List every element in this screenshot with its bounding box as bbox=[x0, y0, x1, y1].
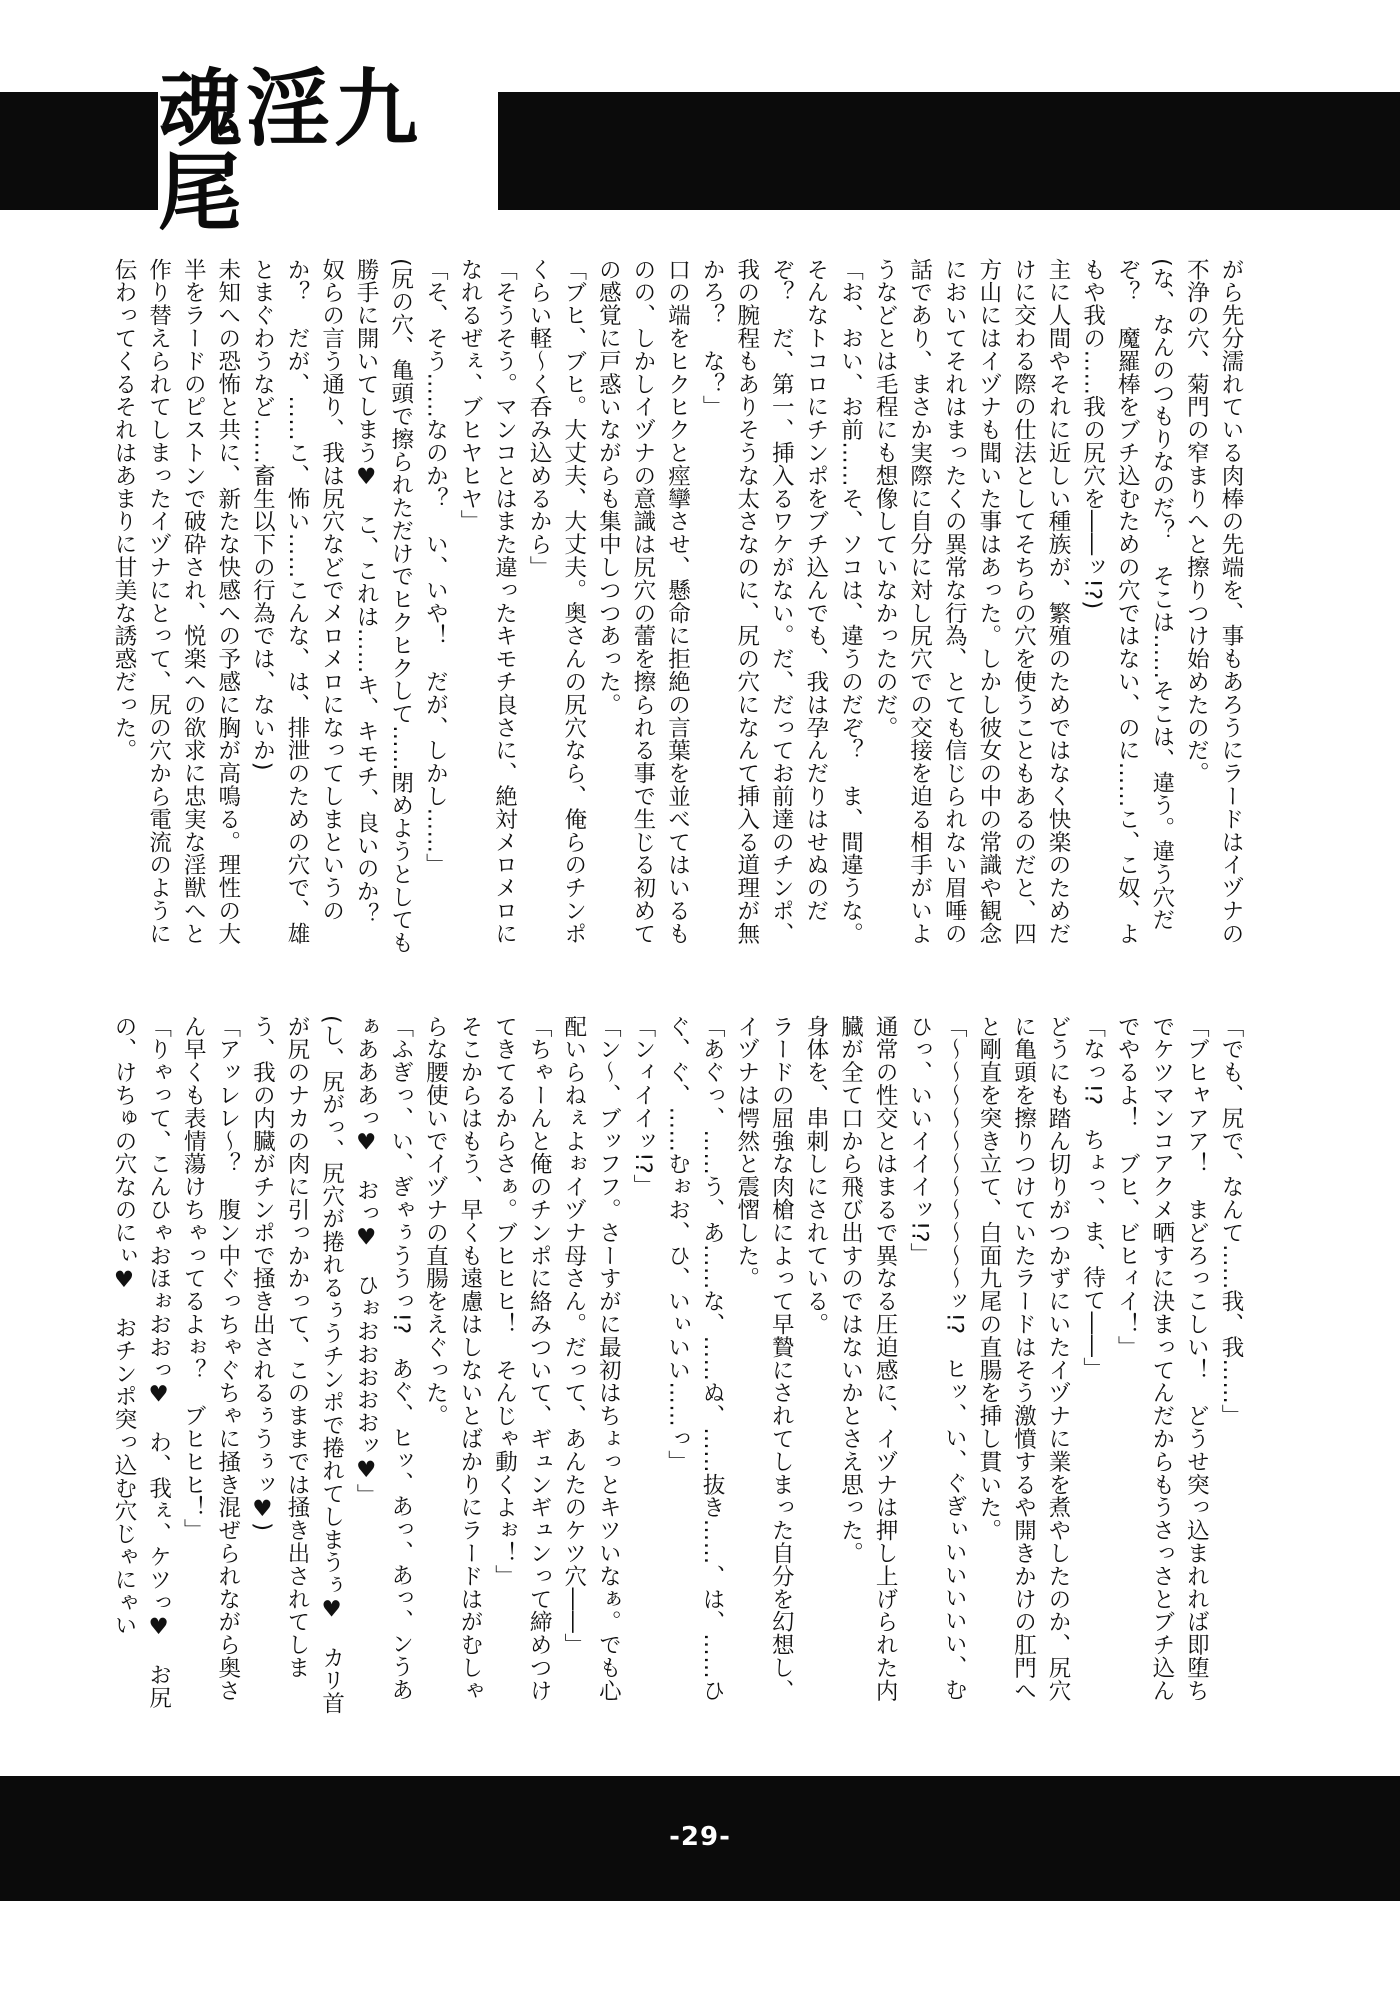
paragraph: 口の端をヒクヒクと痙攣させ、懸命に拒絶の言葉を並べてはいるものの、しかしイヅナの意識は尻穴の蕾を擦られる事で生じる初めての感覚に戸惑いながらも集中しつつあった。 bbox=[595, 258, 691, 945]
paragraph: 「ブヒャアア！ まどろっこしい！ どうせ突っ込まれれば即堕ちでケツマンコアクメ晒すに決まってんだからもうさっさとブチ込んでやるよ！ ブヒ、ビヒィイ！」 bbox=[1114, 1015, 1210, 1702]
chapter-title: 魂淫九尾 bbox=[158, 59, 423, 242]
page-number: -29- bbox=[669, 1822, 731, 1852]
paragraph: がら先分濡れている肉棒の先端を、事もあろうにラードはイヅナの不浄の穴、菊門の窄まりへと擦りつけ始めたのだ。 bbox=[1183, 258, 1244, 945]
paragraph: (し、尻がっ、尻穴が捲れるぅうチンポで捲れてしまうぅ♥ カリ首が尻のナカの肉に引っかかって、このままでは掻き出されてしまう、我の内臓がチンポで掻き出されるぅうぅッ♥) bbox=[249, 1015, 345, 1715]
paragraph: 「ンィイイッ!?」 bbox=[629, 1015, 656, 1198]
paragraph: 「ブヒ、ブヒ。大丈夫、大丈夫。奥さんの尻穴なら、俺らのチンポくらい軽～く呑み込めるから」 bbox=[526, 258, 587, 945]
paragraph: 「～～～～～～～～～～～ッ!? ヒッ、い、ぐぎぃいいいいい、むひっ、いいイイイッ!?」 bbox=[906, 1015, 968, 1701]
paragraph: 「アッレレ～？ 腹ン中ぐっちゃぐちゃに掻き混ぜられながら奥さん早くも表情蕩けちゃってるよぉ？ ブヒヒヒ！」 bbox=[180, 1015, 241, 1702]
text-block-top bbox=[111, 258, 1248, 958]
title-box bbox=[158, 59, 498, 242]
paragraph: 「お、おい、お前……そ、ソコは、違うのだぞ？ ま、間違うな。そんなトコロにチンポをブチ込んでも、我は孕んだりはせぬのだぞ？ だ、第一、挿入るワケがない。だ、だってお前達のチンポ、我の腕程もありそうな太さなのに、尻の穴になんて挿入る道理が無かろ？ な？」 bbox=[699, 258, 864, 945]
paragraph: 「ン～、ブッフフ。さーすがに最初はちょっとキツいなぁ。でも心配いらねぇよぉイヅナ母さん。だって、あんたのケツ穴――」 bbox=[560, 1015, 622, 1702]
paragraph: 「そ、そう……なのか？ い、いや！ だが、しかし……」 bbox=[422, 258, 449, 877]
paragraph: どうにも踏ん切りがつかずにいたイヅナに業を煮やしたのか、尻穴に亀頭を擦りつけていたラードはそう激憤するや開きかけの肛門へと剛直を突き立て、白面九尾の直腸を挿し貫いた。 bbox=[975, 1015, 1072, 1702]
paragraph: ラードの屈強な肉槍によって早贄にされてしまった自分を幻想し、イヅナは愕然と震慴した。 bbox=[733, 1015, 795, 1702]
paragraph: 身体を、串刺しにされている。 bbox=[802, 1015, 829, 1336]
paragraph: 「そうそう。マンコとはまた違ったキモチ良さに、絶対メロメロになれるぜぇ、ブヒヤヒヤ」 bbox=[456, 258, 518, 945]
paragraph: 「ふぎっ、い、ぎゃぅううっ!? あぐ、ヒッ、あっ、あっ、ンうあぁあああっ♥ おっ♥ ひぉおおおおおッ♥」 bbox=[353, 1015, 414, 1701]
paragraph: 「なっ!? ちょっ、ま、待て――」 bbox=[1079, 1015, 1106, 1381]
paragraph: そこからはもう、早くも遠慮はしないとばかりにラードはがむしゃらな腰使いでイヅナの直腸をえぐった。 bbox=[422, 1015, 483, 1702]
paragraph: 「でも、尻で、なんて……我、我……」 bbox=[1218, 1015, 1244, 1428]
paragraph: (尻の穴、亀頭で擦られただけでヒクヒクして……閉めようとしても勝手に開いてしまう♥ こ、これは……キ、キモチ、良いのか？ 奴らの言う通り、我は尻穴などでメロメロになってしまというのか？ だが、……こ、怖い……こんな、は、排泄のための穴で、雄とまぐわうなど……畜生以下の行為では、ないか) bbox=[249, 258, 414, 955]
paragraph: 主に人間やそれに近しい種族が、繁殖のためではなく快楽のためだけに交わる際の仕法としてそちらの穴を使うこともあるのだと、四方山にはイヅナも聞いた事はあった。しかし彼女の中の常識や観念においてそれはまったくの異常な行為、とても信じられない眉唾の話であり、まさか実際に自分に対し尻穴での交接を迫る相手がいようなどとは毛程にも想像していなかったのだ。 bbox=[872, 258, 1072, 945]
paragraph: 「りゃって、こんひゃおほぉおおっ♥ わ、我ぇ、ケツっ♥ お尻の、けちゅの穴なのにぃ♥ おチンポ突っ込む穴じゃにゃい bbox=[111, 1015, 172, 1709]
paragraph: 通常の性交とはまるで異なる圧迫感に、イヅナは押し上げられた内臓が全て口から飛び出すのではないかとさえ思った。 bbox=[837, 1015, 899, 1702]
paragraph: 「ちゃーんと俺のチンポに絡みついて、ギュンギュンって締めつけてきてるからさぁ。ブヒヒヒ！ そんじゃ動くよぉ！」 bbox=[491, 1015, 553, 1702]
paragraph: (な、なんのつもりなのだ？ そこは……そこは、違う。違う穴だぞ？ 魔羅棒をブチ込むための穴ではない、のに……こ、こ奴、よもや我の……我の尻穴を――ッ!?) bbox=[1079, 258, 1175, 945]
text-block-bottom bbox=[111, 1015, 1248, 1720]
paragraph: 「あぐっ、……う、あ……な、……ぬ、……抜き……、は、……ひぐ、ぐ、……むぉお、ひ、いぃいい……っ」 bbox=[664, 1015, 726, 1702]
paragraph: 未知への恐怖と共に、新たな快感への予感に胸が高鳴る。理性の大半をラードのピストンで破砕され、悦楽への欲求に忠実な淫獣へと作り替えられてしまったイヅナにとって、尻の穴から電流のように伝わってくるそれはあまりに甘美な誘惑だった。 bbox=[111, 258, 241, 945]
